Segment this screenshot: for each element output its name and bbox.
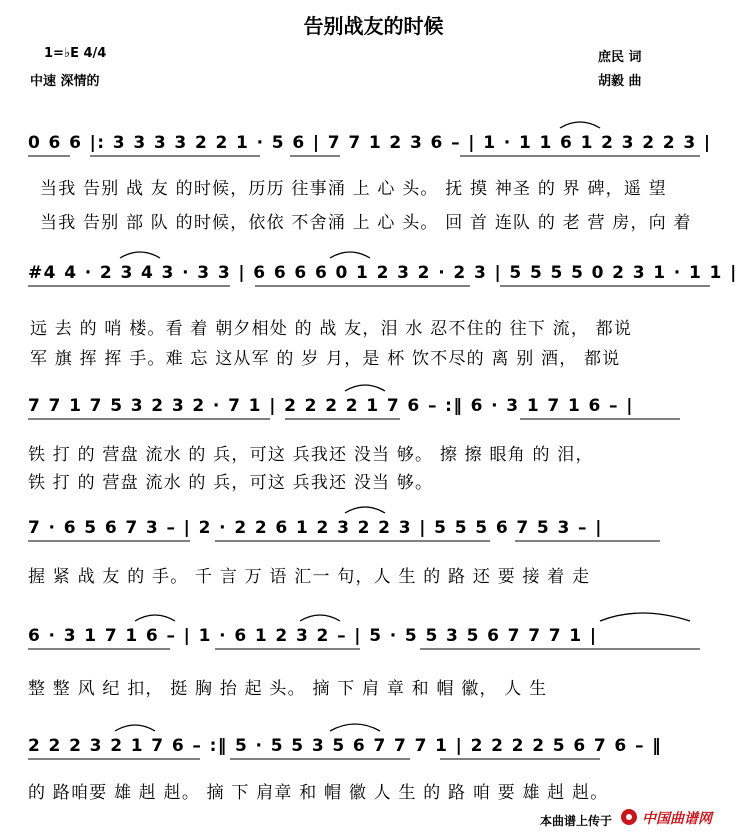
notation-line-3: 7 7 1 7 5 3 2 3 2 · 7 1 | 2 2 2 2 1 7 6 – :‖ 6 · 3 1 7 1 6 – | <box>28 396 634 416</box>
lyric-line-1a: 当我 告别 战 友 的时候，历历 往事涌 上 心 头。 抚 摸 神圣 的 界 碑，遥 望 <box>40 179 667 199</box>
lyric-line-4: 握 紧 战 友 的 手。 千 言 万 语 汇一 句，人 生 的 路 还 要 接 着 走 <box>28 567 591 587</box>
slur-mark <box>120 252 160 258</box>
notation-line-4: 7 · 6 5 6 7 3 – | 2 · 2 2 6 1 2 3 2 2 3 | 5 5 5 6 7 5 3 – | <box>28 518 603 538</box>
slur-mark <box>115 725 155 731</box>
notation-line-6: 2 2 2 3 2 1 7 6 – :‖ 5 · 5 5 3 5 6 7 7 7 1 | 2 2 2 2 5 6 7 6 – ‖ <box>28 736 663 756</box>
site-logo-icon <box>620 808 638 830</box>
notation-line-1: 0 6 6 |: 3 3 3 3 2 2 1 · 5 6 | 7 7 1 2 3 6 – | 1 · 1 1 6 1 2 3 2 2 3 | <box>28 133 712 153</box>
slur-mark <box>600 613 690 621</box>
song-title: 告别战友的时候 <box>303 14 444 38</box>
lyricist-credit: 庶民 词 <box>598 50 642 65</box>
upload-note: 本曲谱上传于 <box>540 814 613 828</box>
slur-mark <box>560 122 600 128</box>
lyric-line-3b: 铁 打 的 营盘 流水 的 兵，可这 兵我还 没当 够。 <box>28 473 434 493</box>
lyric-line-6: 的 路咱要 雄 赳 赳。 摘 下 肩章 和 帽 徽 人 生 的 路 咱 要 雄 赳 赳。 <box>28 783 609 803</box>
lyric-line-3a: 铁 打 的 营盘 流水 的 兵，可这 兵我还 没当 够。 擦 擦 眼角 的 泪， <box>28 445 594 465</box>
slur-mark <box>330 724 380 731</box>
site-logo-text[interactable]: 中国曲谱网 <box>642 811 712 827</box>
lyric-line-1b: 当我 告别 部 队 的时候，依依 不舍涌 上 心 头。 回 首 连队 的 老 营 房，向 着 <box>40 213 692 233</box>
lyric-line-2b: 军 旗 挥 挥 手。难 忘 这从军 的 岁 月，是 杯 饮不尽的 离 别 酒， 都说 <box>30 349 621 369</box>
slur-mark <box>135 615 175 621</box>
key-signature: 1=♭E 4/4 <box>44 46 107 61</box>
slur-mark <box>330 252 370 258</box>
slur-mark <box>345 507 385 513</box>
notation-line-2: #4 4 · 2 3 4 3 · 3 3 | 6 6 6 6 0 1 2 3 2 · 2 3 | 5 5 5 5 0 2 3 1 · 1 1 | <box>28 263 738 283</box>
lyric-line-5: 整 整 风 纪 扣， 挺 胸 抬 起 头。 摘 下 肩 章 和 帽 徽， 人 生 <box>28 679 548 699</box>
notation-line-5: 6 · 3 1 7 1 6 – | 1 · 6 1 2 3 2 – | 5 · 5 5 3 5 6 7 7 7 1 | <box>28 626 598 646</box>
lyric-line-2a: 远 去 的 哨 楼。看 着 朝夕相处 的 战 友，泪 水 忍不住的 往下 流， 都说 <box>30 319 633 339</box>
slur-mark <box>300 615 340 621</box>
slur-mark <box>345 385 385 391</box>
composer-credit: 胡毅 曲 <box>598 74 642 89</box>
tempo-marking: 中速 深情的 <box>30 74 100 89</box>
